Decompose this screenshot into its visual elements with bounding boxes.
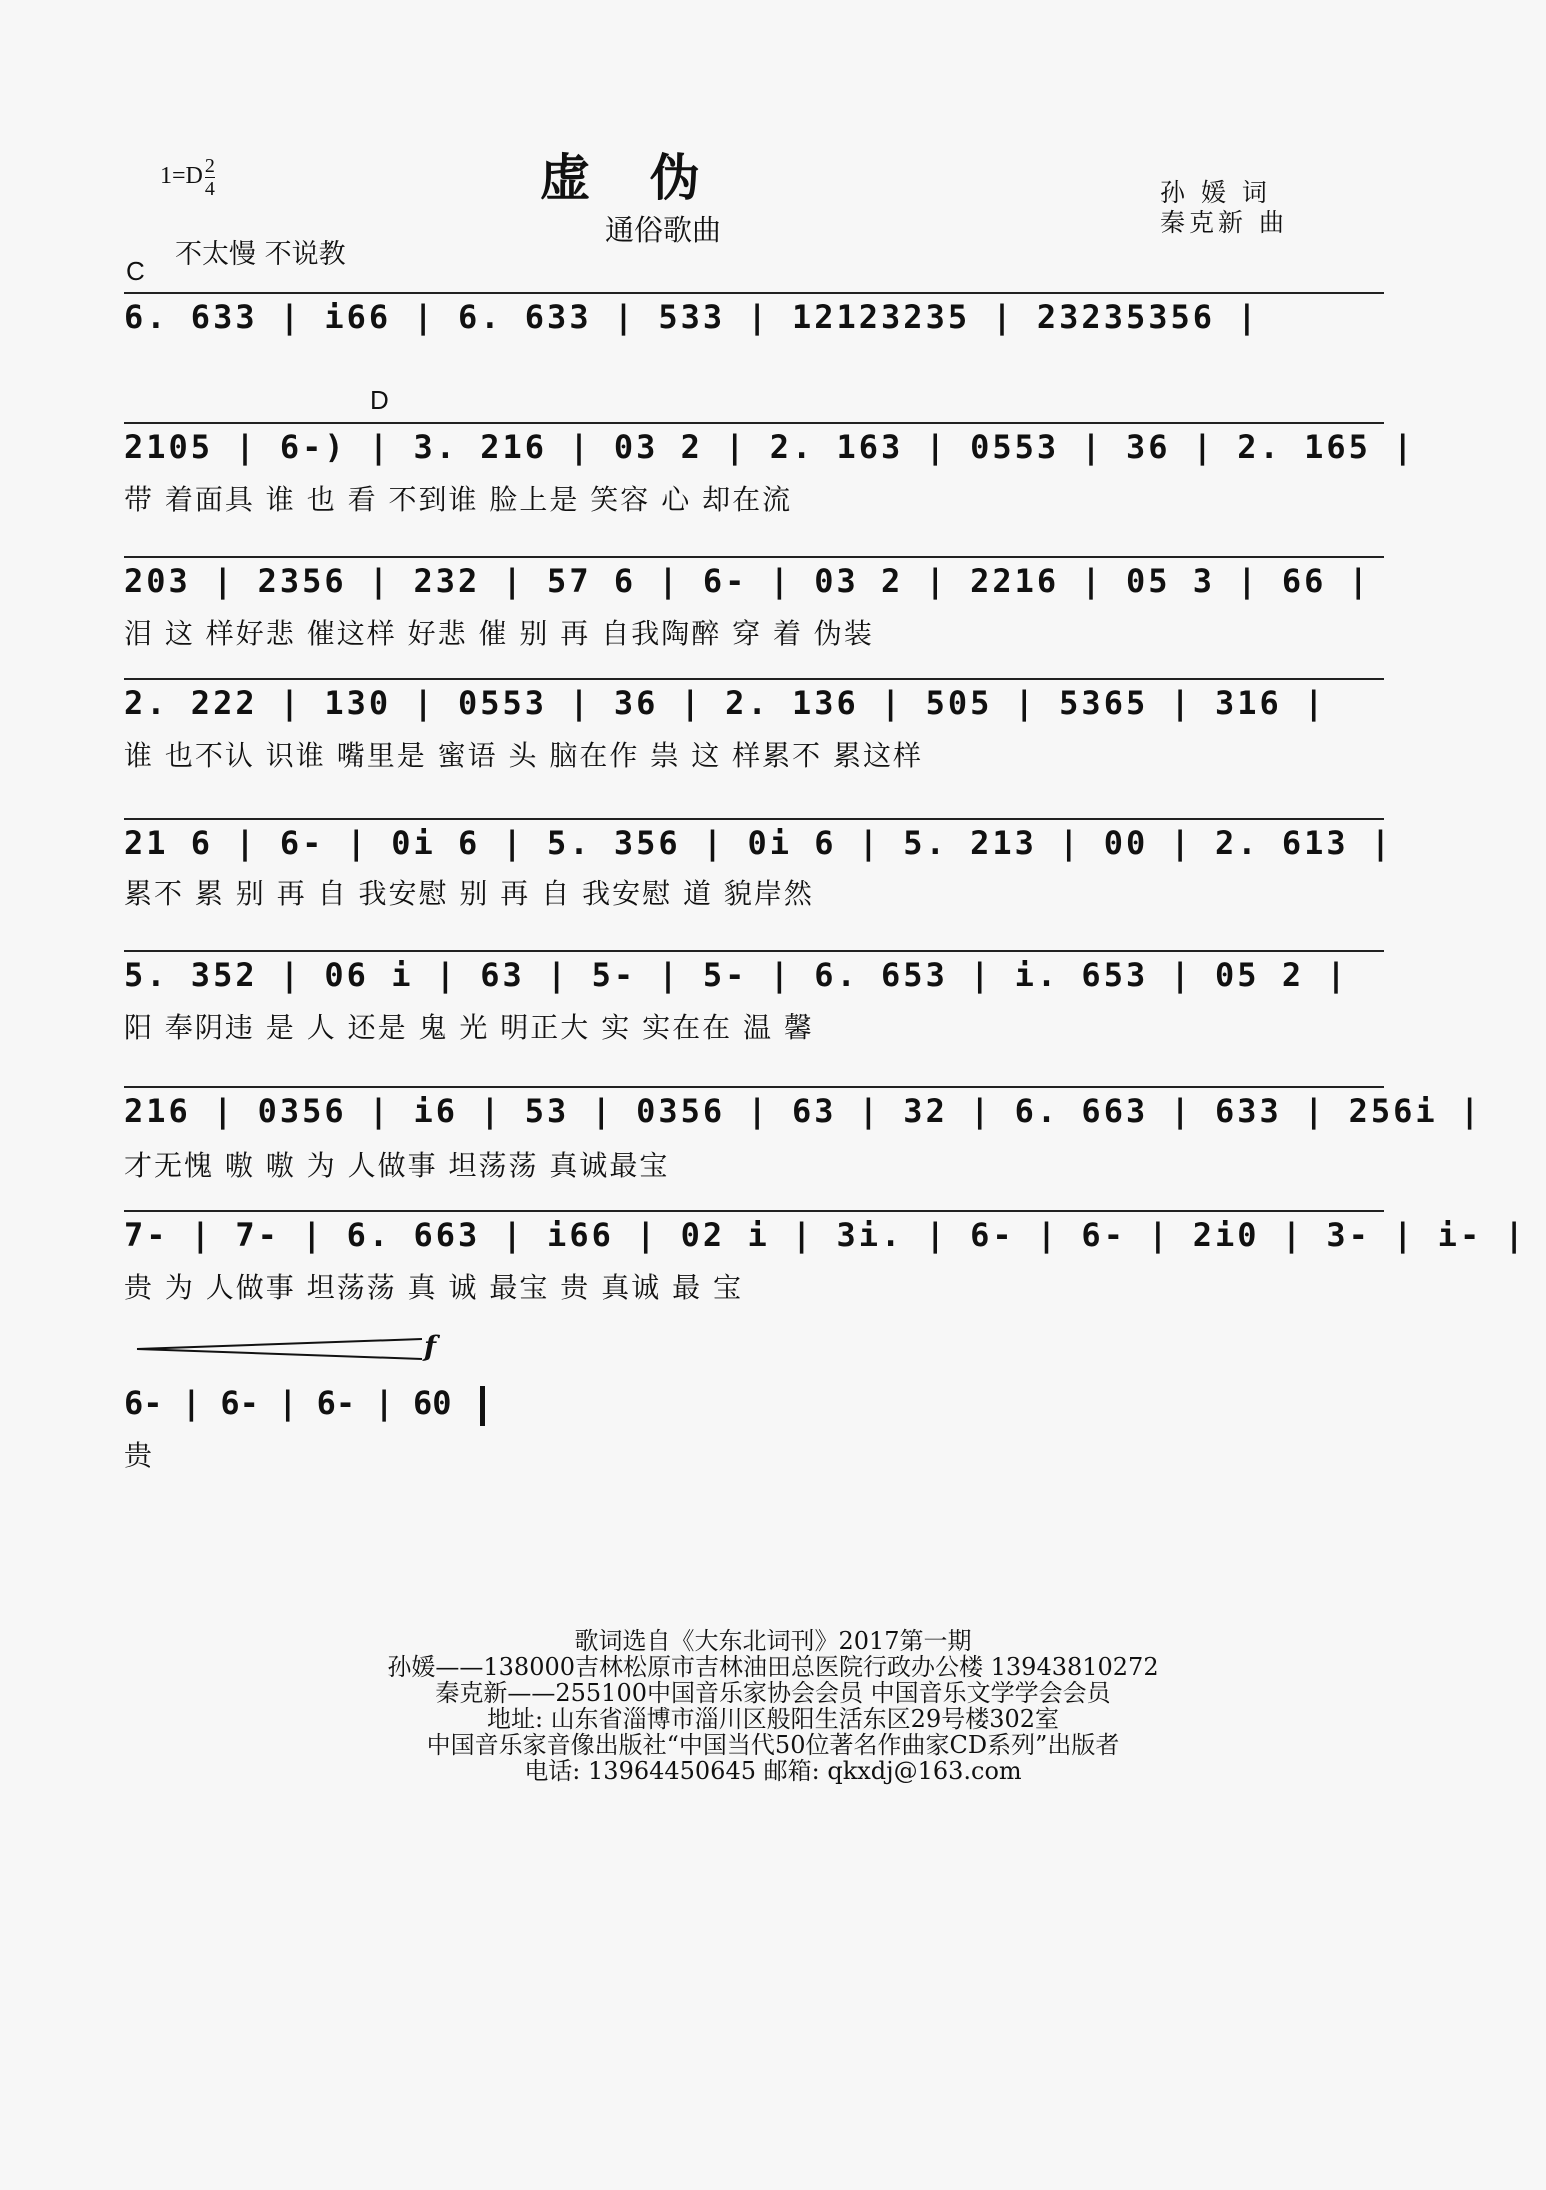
- lyrics-line-3: 泪 这 样好悲 催这样 好悲 催 别 再 自我陶醉 穿 着 伪装: [124, 617, 874, 650]
- tempo-marking: 不太慢 不说教: [175, 239, 346, 270]
- notation-line-2: 2105 | 6-) | 3. 216 | 03 2 | 2. 163 | 0553 | 36 | 2. 165 |: [124, 422, 1384, 466]
- chord-c: C: [126, 256, 145, 286]
- footer-line: 地址: 山东省淄博市淄川区般阳生活东区29号楼302室: [486, 1705, 1060, 1733]
- lyrics-line-7: 才无愧 嗷 嗷 为 人做事 坦荡荡 真诚最宝: [124, 1149, 670, 1182]
- footer-line: 歌词选自《大东北词刊》2017第一期: [574, 1627, 972, 1655]
- chord-d: D: [370, 385, 389, 415]
- song-subtitle: 通俗歌曲: [605, 213, 722, 247]
- credits: [1160, 178, 1288, 238]
- notation-line-6: 5. 352 | 06 i | 63 | 5- | 5- | 6. 653 | i. 653 | 05 2 |: [124, 950, 1384, 994]
- footer-line: 秦克新——255100中国音乐家协会会员 中国音乐文学学会会员: [435, 1679, 1111, 1707]
- notation-line-5: 21 6 | 6- | 0i 6 | 5. 356 | 0i 6 | 5. 213 | 00 | 2. 613 |: [124, 818, 1384, 862]
- lyrics-line-6: 阳 奉阴违 是 人 还是 鬼 光 明正大 实 实在在 温 馨: [124, 1011, 814, 1044]
- notation-line-3: 203 | 2356 | 232 | 57 6 | 6- | 03 2 | 2216 | 05 3 | 66 |: [124, 556, 1384, 600]
- composer: 秦克新 曲: [1160, 208, 1288, 237]
- lyrics-line-8: 贵 为 人做事 坦荡荡 真 诚 最宝 贵 真诚 最 宝: [124, 1271, 744, 1304]
- lyricist: 孙 媛 词: [1160, 178, 1271, 207]
- footer-info: [0, 1628, 1546, 1784]
- footer-line: 电话: 13964450645 邮箱: qkxdj@163.com: [524, 1757, 1022, 1785]
- final-barline: [480, 1386, 485, 1426]
- crescendo-hairpin: [132, 1334, 432, 1364]
- time-signature: $\frac{2}{4}$: [204, 155, 215, 200]
- footer-line: 中国音乐家音像出版社“中国当代50位著名作曲家CD系列”出版者: [426, 1731, 1120, 1759]
- notation-line-4: 2. 222 | 130 | 0553 | 36 | 2. 136 | 505 | 5365 | 316 |: [124, 678, 1384, 722]
- footer-line: 孙媛——138000吉林松原市吉林油田总医院行政办公楼 13943810272: [387, 1653, 1159, 1681]
- dynamic-marking: f: [424, 1330, 437, 1363]
- notation-line-9: 6- | 6- | 6- | 60: [124, 1384, 452, 1422]
- lyrics-line-4: 谁 也不认 识谁 嘴里是 蜜语 头 脑在作 祟 这 样累不 累这样: [124, 739, 924, 772]
- song-title: 虚伪: [540, 149, 760, 207]
- lyrics-line-2: 带 着面具 谁 也 看 不到谁 脸上是 笑容 心 却在流: [124, 483, 793, 516]
- lyrics-line-5: 累不 累 别 再 自 我安慰 别 再 自 我安慰 道 貌岸然: [124, 877, 814, 910]
- key-signature: 1=D $\frac{2}{4}$: [160, 155, 215, 200]
- lyrics-line-9: 贵: [124, 1439, 155, 1472]
- notation-line-8: 7- | 7- | 6. 663 | i66 | 02 i | 3i. | 6- | 6- | 2i0 | 3- | i- |: [124, 1210, 1384, 1254]
- notation-line-7: 216 | 0356 | i6 | 53 | 0356 | 63 | 32 | 6. 663 | 633 | 256i |: [124, 1086, 1384, 1130]
- notation-line-1: 6. 633 | i66 | 6. 633 | 533 | 12123235 | 23235356 |: [124, 292, 1384, 336]
